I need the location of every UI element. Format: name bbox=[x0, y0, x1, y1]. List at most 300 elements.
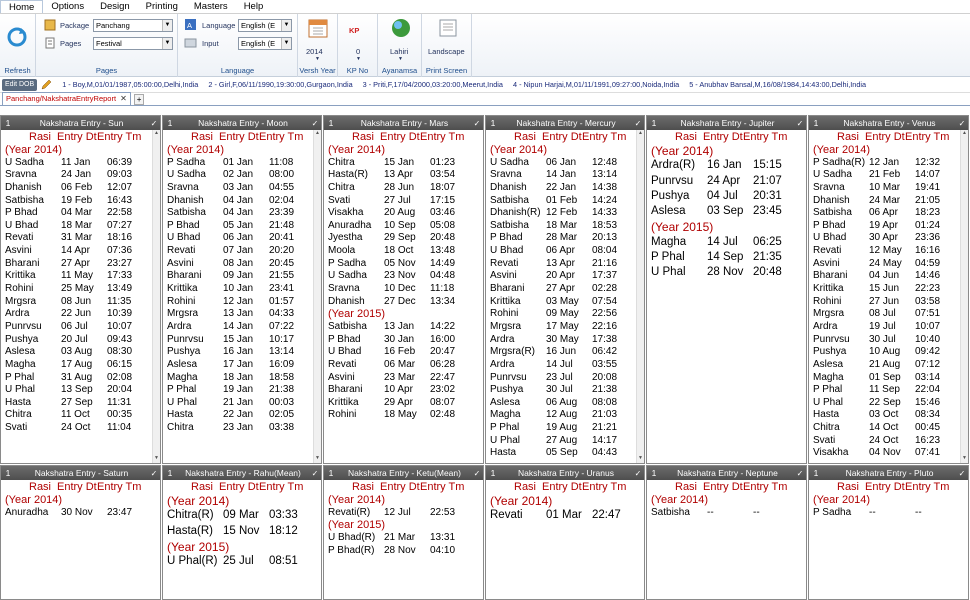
table-row bbox=[486, 372, 644, 385]
menu-options[interactable]: Options bbox=[51, 1, 85, 12]
entry-dt-cell: 03 Aug bbox=[61, 346, 93, 358]
rasi-cell: Bharani bbox=[813, 270, 848, 282]
entry-tm-cell: 21:21 bbox=[592, 422, 618, 434]
chevron-down-icon: ▼ bbox=[356, 56, 361, 62]
check-icon[interactable]: ✓ bbox=[473, 468, 481, 478]
check-icon[interactable]: ✓ bbox=[796, 468, 804, 478]
year-group-label: Versh Year bbox=[299, 66, 336, 75]
ayanamsa-group bbox=[378, 14, 422, 77]
entry-tm-cell: 23:02 bbox=[430, 384, 456, 396]
table-row bbox=[163, 296, 321, 309]
entry-dt-cell: 05 Jan bbox=[223, 219, 254, 231]
entry-dt-cell: 06 Jan bbox=[223, 232, 254, 244]
year-row bbox=[1, 144, 160, 157]
check-icon[interactable]: ✓ bbox=[796, 118, 804, 128]
year-label: (Year 2014) bbox=[490, 144, 548, 156]
column-headers bbox=[809, 480, 968, 494]
rasi-cell: Satbisha bbox=[490, 219, 529, 231]
rasi-cell: Mrgsra bbox=[813, 308, 845, 320]
entry-tm-cell: 20:48 bbox=[430, 232, 456, 244]
year-label: (Year 2014) bbox=[328, 494, 386, 506]
entry-tm-cell: 13:14 bbox=[269, 346, 295, 358]
table-row bbox=[163, 359, 321, 372]
entry-dt-cell: 14 Sep bbox=[707, 251, 744, 264]
entry-tm-cell: 17:37 bbox=[592, 270, 618, 282]
rasi-cell: U Bhad bbox=[813, 232, 847, 244]
entry-tm-header: Entry Tm bbox=[582, 481, 627, 493]
rasi-cell: P Bhad bbox=[813, 219, 846, 231]
print-group-label: Print Screen bbox=[425, 66, 468, 75]
scroll-down-icon[interactable]: ▼ bbox=[962, 455, 967, 461]
table-row bbox=[163, 308, 321, 321]
column-headers bbox=[647, 480, 806, 494]
table-row bbox=[486, 283, 644, 296]
refresh-button[interactable] bbox=[6, 26, 28, 50]
nakshatra-panel bbox=[0, 115, 161, 464]
pages-select[interactable] bbox=[93, 37, 173, 50]
table-row bbox=[163, 346, 321, 359]
table-row bbox=[1, 321, 160, 334]
entry-dt-cell: 18 Mar bbox=[61, 219, 93, 231]
entry-dt-cell: 06 Aug bbox=[546, 396, 578, 408]
entry-dt-cell: 03 Oct bbox=[869, 409, 899, 421]
entry-dt-cell: 09 Mar bbox=[223, 509, 259, 522]
table-row bbox=[324, 532, 483, 545]
entry-tm-cell: 12:07 bbox=[107, 181, 133, 193]
rasi-cell: Krittika bbox=[167, 283, 198, 295]
entry-dt-cell: 22 Jan bbox=[223, 409, 254, 421]
rasi-cell: Hasta(R) bbox=[328, 169, 369, 181]
table-row bbox=[324, 397, 483, 410]
table-row bbox=[324, 334, 483, 347]
table-row bbox=[324, 157, 483, 170]
table-row bbox=[1, 207, 160, 220]
entry-dt-cell: 04 Jan bbox=[223, 194, 254, 206]
table-row bbox=[486, 245, 644, 258]
panel-number: 1 bbox=[490, 468, 496, 478]
rasi-cell: Chitra bbox=[813, 422, 840, 434]
year-row bbox=[486, 144, 644, 157]
panel-scrollbar[interactable] bbox=[960, 130, 968, 463]
panel-scrollbar[interactable] bbox=[313, 130, 321, 463]
entry-dt-cell: 12 Aug bbox=[546, 409, 578, 421]
entry-tm-cell: 20:04 bbox=[107, 384, 133, 396]
rasi-cell: Sravna bbox=[490, 169, 522, 181]
panel-scrollbar[interactable] bbox=[636, 130, 644, 463]
rasi-cell: P Bhad bbox=[328, 333, 361, 345]
rasi-cell: Dhanish bbox=[813, 194, 850, 206]
panel-number: 1 bbox=[167, 468, 173, 478]
table-row bbox=[1, 157, 160, 170]
menu-help[interactable]: Help bbox=[243, 1, 264, 12]
table-row bbox=[809, 321, 968, 334]
entry-tm-cell: 16:16 bbox=[915, 245, 941, 257]
check-icon[interactable]: ✓ bbox=[634, 468, 642, 478]
entry-tm-cell: 06:25 bbox=[753, 235, 782, 248]
check-icon[interactable]: ✓ bbox=[150, 118, 158, 128]
rasi-cell: Magha bbox=[813, 371, 844, 383]
table-row bbox=[324, 359, 483, 372]
entry-dt-header: Entry Dt bbox=[380, 481, 420, 493]
table-row bbox=[809, 195, 968, 208]
language-value: English (E bbox=[241, 21, 276, 30]
rasi-header: Rasi bbox=[191, 131, 214, 143]
entry-dt-cell: 04 Mar bbox=[61, 207, 93, 219]
pages-label: Pages bbox=[60, 39, 82, 48]
rasi-cell: Jyestha bbox=[328, 232, 363, 244]
entry-dt-cell: 24 Mar bbox=[869, 194, 901, 206]
scroll-down-icon[interactable]: ▼ bbox=[638, 455, 643, 461]
table-row bbox=[1, 308, 160, 321]
rasi-cell: Pushya bbox=[813, 346, 847, 358]
rasi-cell: P Sadha bbox=[328, 257, 367, 269]
entry-tm-cell: 02:04 bbox=[269, 194, 295, 206]
check-icon[interactable]: ✓ bbox=[311, 468, 319, 478]
table-row bbox=[324, 270, 483, 283]
entry-tm-cell: 14:49 bbox=[430, 257, 456, 269]
scroll-down-icon[interactable]: ▼ bbox=[315, 455, 320, 461]
table-row bbox=[647, 266, 806, 281]
table-row bbox=[1, 232, 160, 245]
entry-tm-cell: 10:07 bbox=[107, 320, 133, 332]
pencil-icon[interactable] bbox=[40, 79, 52, 91]
table-row bbox=[1, 359, 160, 372]
entry-dt-cell: 03 Sep bbox=[707, 205, 744, 218]
check-icon[interactable]: ✓ bbox=[150, 468, 158, 478]
rasi-header: Rasi bbox=[675, 481, 698, 493]
tab-bar bbox=[0, 93, 970, 106]
panel-title: Nakshatra Entry - Sun bbox=[39, 118, 124, 128]
entry-dt-cell: 19 Jul bbox=[869, 320, 896, 332]
entry-tm-header: Entry Tm bbox=[905, 131, 950, 143]
nakshatra-panel bbox=[323, 465, 484, 600]
rasi-header: Rasi bbox=[514, 131, 537, 143]
year-label: (Year 2014) bbox=[5, 494, 63, 506]
check-icon[interactable]: ✓ bbox=[634, 118, 642, 128]
panel-header bbox=[1, 116, 160, 130]
entry-tm-cell: 08:30 bbox=[107, 346, 133, 358]
table-row bbox=[809, 435, 968, 448]
rasi-cell: Satbisha bbox=[651, 506, 690, 518]
entry-dt-cell: 04 Jun bbox=[869, 270, 900, 282]
rasi-cell: Ardra bbox=[5, 308, 30, 320]
table-row bbox=[1, 195, 160, 208]
entry-tm-cell: 14:22 bbox=[430, 320, 456, 332]
rasi-header: Rasi bbox=[837, 481, 860, 493]
dob-item[interactable]: 5 - Anubhav Bansal,M,16/08/1984,14:43:00,Delhi,India bbox=[689, 80, 867, 89]
entry-dt-cell: 15 Jan bbox=[223, 333, 254, 345]
check-icon[interactable]: ✓ bbox=[311, 118, 319, 128]
dob-item[interactable]: 3 - Priti,F,17/04/2000,03:20:00,Meerut,India bbox=[362, 80, 503, 89]
table-row bbox=[486, 308, 644, 321]
year-button[interactable] bbox=[306, 17, 330, 41]
entry-dt-cell: 20 Apr bbox=[546, 270, 575, 282]
entry-dt-cell: 23 Jan bbox=[223, 422, 254, 434]
rasi-cell: Revati(R) bbox=[328, 506, 371, 518]
year-label: (Year 2014) bbox=[167, 494, 230, 508]
menu-design[interactable]: Design bbox=[100, 1, 130, 12]
pages-value: Festival bbox=[96, 39, 122, 48]
entry-tm-cell: 04:33 bbox=[269, 308, 295, 320]
table-row bbox=[1, 258, 160, 271]
entry-tm-cell: 09:42 bbox=[915, 346, 941, 358]
year-row bbox=[163, 494, 321, 509]
entry-tm-header: Entry Tm bbox=[97, 481, 142, 493]
table-row bbox=[809, 270, 968, 283]
entry-dt-cell: 24 Oct bbox=[61, 422, 91, 434]
rasi-cell: U Sadha bbox=[490, 156, 529, 168]
entry-dt-cell: 31 Aug bbox=[61, 371, 93, 383]
input-label: Input bbox=[202, 39, 219, 48]
menu-printing[interactable]: Printing bbox=[145, 1, 178, 12]
entry-dt-cell: 23 Nov bbox=[384, 270, 416, 282]
entry-dt-cell: 20 Aug bbox=[384, 207, 416, 219]
table-row bbox=[163, 258, 321, 271]
entry-tm-cell: 11:04 bbox=[107, 422, 132, 434]
entry-dt-cell: 21 Aug bbox=[869, 358, 901, 370]
entry-dt-cell: 27 Aug bbox=[546, 434, 578, 446]
entry-tm-cell: 08:51 bbox=[269, 555, 298, 568]
check-icon[interactable]: ✓ bbox=[958, 468, 966, 478]
entry-tm-cell: 19:41 bbox=[915, 181, 941, 193]
panel-number: 1 bbox=[5, 468, 11, 478]
panel-scrollbar[interactable] bbox=[152, 130, 160, 463]
panel-rows bbox=[163, 494, 321, 570]
entry-tm-header: Entry Tm bbox=[259, 131, 304, 143]
table-row bbox=[163, 321, 321, 334]
scroll-up-icon[interactable]: ▲ bbox=[638, 130, 643, 136]
check-icon[interactable]: ✓ bbox=[473, 118, 481, 128]
panel-title: Nakshatra Entry - Pluto bbox=[845, 468, 934, 478]
table-row bbox=[163, 195, 321, 208]
entry-tm-cell: 17:15 bbox=[430, 194, 456, 206]
entry-tm-cell: 02:08 bbox=[107, 371, 133, 383]
refresh-label: Refresh bbox=[4, 66, 31, 75]
entry-tm-cell: 12:32 bbox=[915, 156, 941, 168]
entry-dt-cell: 21 Feb bbox=[869, 169, 901, 181]
rasi-cell: P Phal bbox=[651, 251, 685, 264]
edit-dob-button[interactable]: Edit DOB bbox=[2, 79, 37, 91]
landscape-button[interactable] bbox=[436, 17, 460, 41]
entry-tm-cell: 06:39 bbox=[107, 156, 133, 168]
ayanamsa-group-label: Ayanamsa bbox=[381, 66, 418, 75]
entry-dt-cell: 19 Aug bbox=[546, 422, 578, 434]
rasi-cell: Chitra bbox=[5, 409, 32, 421]
panel-number: 1 bbox=[813, 468, 819, 478]
panel-rows bbox=[809, 144, 968, 460]
entry-dt-cell: 12 May bbox=[869, 245, 902, 257]
tab-panchang-nakshatra[interactable] bbox=[2, 92, 131, 105]
language-select[interactable] bbox=[238, 19, 292, 32]
rasi-cell: P Sadha(R) bbox=[813, 156, 866, 168]
rasi-cell: P Phal bbox=[167, 384, 197, 396]
table-row bbox=[163, 232, 321, 245]
rasi-cell: Hasta bbox=[5, 396, 32, 408]
add-tab-button[interactable]: + bbox=[134, 94, 145, 105]
rasi-cell: P Phal bbox=[5, 371, 35, 383]
svg-text:KP: KP bbox=[349, 26, 360, 35]
rasi-cell: Dhanish(R) bbox=[490, 207, 541, 219]
menu-home[interactable]: Home bbox=[0, 0, 43, 13]
year-row bbox=[324, 494, 483, 507]
panel-rows bbox=[809, 494, 968, 519]
language-group-label: Language bbox=[220, 66, 255, 75]
entry-tm-cell: 05:08 bbox=[430, 219, 456, 231]
rasi-cell: Aslesa bbox=[813, 358, 844, 370]
entry-dt-cell: 14 Jan bbox=[223, 320, 254, 332]
entry-dt-header: Entry Dt bbox=[219, 481, 259, 493]
panel-header bbox=[486, 466, 644, 480]
entry-dt-cell: 14 Jul bbox=[546, 358, 573, 370]
panel-header bbox=[809, 116, 968, 130]
entry-tm-cell: 15:15 bbox=[753, 159, 782, 172]
kp-button[interactable] bbox=[347, 17, 371, 41]
menu-masters[interactable]: Masters bbox=[193, 1, 228, 12]
entry-tm-cell: 08:00 bbox=[269, 169, 295, 181]
entry-tm-header: Entry Tm bbox=[582, 131, 627, 143]
entry-tm-cell: 07:51 bbox=[915, 308, 941, 320]
rasi-cell: Svati bbox=[328, 194, 351, 206]
entry-dt-cell: 22 Sep bbox=[869, 396, 901, 408]
rasi-cell: Satbisha bbox=[167, 207, 206, 219]
rasi-cell: Ardra bbox=[813, 320, 838, 332]
chevron-down-icon: ▼ bbox=[162, 20, 172, 31]
entry-dt-cell: 28 Mar bbox=[546, 232, 578, 244]
rasi-cell: Satbisha bbox=[490, 194, 529, 206]
rasi-cell: Ardra bbox=[490, 333, 515, 345]
refresh-group bbox=[0, 14, 36, 77]
year-row bbox=[324, 308, 483, 321]
table-row bbox=[163, 422, 321, 435]
panel-rows bbox=[486, 144, 644, 460]
input-icon bbox=[184, 36, 197, 49]
year-row bbox=[647, 220, 806, 235]
table-row bbox=[163, 220, 321, 233]
entry-dt-cell: 24 May bbox=[869, 257, 902, 269]
entry-tm-cell: 23:47 bbox=[107, 506, 133, 518]
dob-item[interactable]: 4 - Nipun Harjai,M,01/11/1991,09:27:00,Noida,India bbox=[513, 80, 680, 89]
check-icon[interactable]: ✓ bbox=[958, 118, 966, 128]
table-row bbox=[486, 509, 644, 524]
entry-tm-cell: 13:34 bbox=[430, 295, 456, 307]
entry-tm-cell: 07:41 bbox=[915, 447, 941, 459]
panel-rows bbox=[486, 494, 644, 525]
table-row bbox=[486, 195, 644, 208]
rasi-cell: Satbisha bbox=[813, 207, 852, 219]
rasi-cell: Ardra(R) bbox=[651, 159, 696, 172]
entry-tm-cell: 08:07 bbox=[430, 396, 456, 408]
entry-dt-cell: 08 Jul bbox=[869, 308, 896, 320]
entry-tm-cell: 14:17 bbox=[592, 434, 618, 446]
year-label: (Year 2014) bbox=[490, 494, 553, 508]
package-select[interactable] bbox=[93, 19, 173, 32]
scroll-up-icon[interactable]: ▲ bbox=[315, 130, 320, 136]
entry-tm-cell: 20:48 bbox=[753, 266, 782, 279]
pages-group-label: Pages bbox=[95, 66, 118, 75]
rasi-cell: Hasta bbox=[490, 447, 517, 459]
table-row bbox=[163, 555, 321, 570]
entry-dt-cell: 01 Mar bbox=[546, 509, 582, 522]
scroll-down-icon[interactable]: ▼ bbox=[154, 455, 159, 461]
entry-dt-cell: 17 Jan bbox=[223, 358, 254, 370]
table-row bbox=[1, 169, 160, 182]
table-row bbox=[809, 308, 968, 321]
entry-dt-cell: 17 May bbox=[546, 320, 579, 332]
entry-tm-cell: 06:28 bbox=[430, 358, 456, 370]
panel-rows bbox=[324, 144, 483, 422]
language-group bbox=[178, 14, 298, 77]
rasi-cell: Sravna bbox=[5, 169, 37, 181]
input-select[interactable] bbox=[238, 37, 292, 50]
panel-title: Nakshatra Entry - Saturn bbox=[34, 468, 129, 478]
entry-tm-cell: 20:47 bbox=[430, 346, 456, 358]
rasi-cell: Rohini bbox=[328, 409, 357, 421]
entry-tm-cell: 10:39 bbox=[107, 308, 133, 320]
table-row bbox=[647, 507, 806, 520]
panel-number: 1 bbox=[167, 118, 173, 128]
panel-header bbox=[324, 466, 483, 480]
dob-item[interactable]: 1 - Boy,M,01/01/1987,05:00:00,Delhi,India bbox=[62, 80, 199, 89]
entry-tm-cell: 21:38 bbox=[592, 384, 618, 396]
rasi-cell: Satbisha bbox=[328, 320, 367, 332]
entry-dt-header: Entry Dt bbox=[542, 131, 582, 143]
entry-dt-cell: 11 Jan bbox=[61, 156, 91, 168]
dob-item[interactable]: 2 - Girl,F,06/11/1990,19:30:00,Gurgaon,India bbox=[208, 80, 353, 89]
menu-bar bbox=[0, 0, 970, 14]
rasi-cell: Dhanish bbox=[490, 181, 527, 193]
entry-dt-cell: 03 May bbox=[546, 295, 579, 307]
entry-tm-cell: 08:04 bbox=[592, 245, 618, 257]
year-group bbox=[298, 14, 338, 77]
year-label: (Year 2014) bbox=[5, 144, 63, 156]
panel-header bbox=[647, 466, 806, 480]
entry-tm-cell: 20:31 bbox=[753, 189, 782, 202]
scroll-up-icon[interactable]: ▲ bbox=[962, 130, 967, 136]
rasi-cell: Aslesa bbox=[167, 358, 198, 370]
entry-dt-cell: 01 Feb bbox=[546, 194, 578, 206]
scroll-up-icon[interactable]: ▲ bbox=[154, 130, 159, 136]
ayanamsa-button[interactable] bbox=[389, 17, 413, 41]
entry-tm-header: Entry Tm bbox=[420, 481, 465, 493]
entry-dt-cell: 05 Sep bbox=[546, 447, 578, 459]
table-row bbox=[647, 190, 806, 205]
entry-dt-cell: 10 Aug bbox=[869, 346, 901, 358]
language-icon bbox=[184, 18, 197, 31]
rasi-cell: U Phal bbox=[813, 396, 844, 408]
rasi-cell: Pushya bbox=[651, 189, 690, 202]
entry-tm-cell: 14:24 bbox=[592, 194, 618, 206]
entry-dt-header: Entry Dt bbox=[865, 481, 905, 493]
svg-text:A: A bbox=[187, 21, 193, 30]
entry-tm-cell: 01:23 bbox=[430, 156, 456, 168]
rasi-cell: Revati bbox=[813, 245, 842, 257]
rasi-cell: Visakha bbox=[328, 207, 364, 219]
rasi-cell: U Sadha bbox=[813, 169, 852, 181]
entry-dt-cell: 12 Jan bbox=[223, 295, 254, 307]
table-row bbox=[486, 169, 644, 182]
entry-tm-cell: 01:57 bbox=[269, 295, 295, 307]
nakshatra-panel bbox=[162, 115, 322, 464]
rasi-cell: Anuradha bbox=[5, 506, 49, 518]
year-label: (Year 2014) bbox=[328, 144, 386, 156]
entry-tm-header: Entry Tm bbox=[743, 481, 788, 493]
rasi-cell: Aslesa bbox=[651, 205, 686, 218]
close-icon[interactable]: ✕ bbox=[120, 94, 127, 103]
rasi-cell: Chitra bbox=[328, 181, 355, 193]
year-row bbox=[163, 540, 321, 555]
entry-dt-cell: 11 May bbox=[61, 270, 94, 282]
rasi-cell: Punrvsu bbox=[490, 371, 527, 383]
